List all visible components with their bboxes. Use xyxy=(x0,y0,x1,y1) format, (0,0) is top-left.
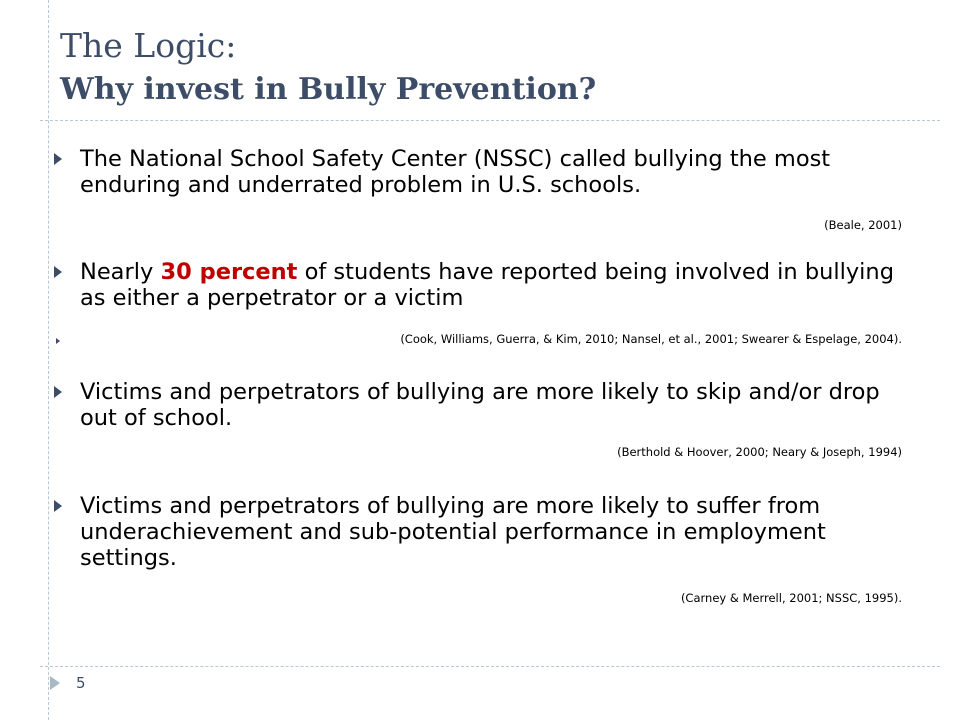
bullet-citation: (Berthold & Hoover, 2000; Neary & Joseph, 1994) xyxy=(617,445,902,459)
bullet-citation: (Carney & Merrell, 2001; NSSC, 1995). xyxy=(680,591,902,605)
bullet-arrow-icon xyxy=(54,500,62,512)
small-bullet-arrow-icon xyxy=(56,338,60,344)
bullet-arrow-icon xyxy=(54,266,62,278)
bullet-text-before: Nearly xyxy=(80,259,161,285)
slide-title-line2: Why invest in Bully Prevention? xyxy=(60,72,597,107)
footer-divider xyxy=(40,666,940,667)
footer-arrow-icon xyxy=(50,676,60,690)
bullet-text: Victims and perpetrators of bullying are more likely to skip and/or drop out of school. xyxy=(80,379,880,431)
bullet-text: The National School Safety Center (NSSC) called bullying the most enduring and underrated problem in U.S. schools. xyxy=(80,146,831,198)
bullet-arrow-icon xyxy=(54,386,62,398)
highlight-percent: 30 percent xyxy=(160,259,298,285)
title-divider xyxy=(40,120,940,121)
bullet-citation: (Cook, Williams, Guerra, & Kim, 2010; Nansel, et al., 2001; Swearer & Espelage, 2004). xyxy=(400,332,902,346)
vertical-guide-line xyxy=(48,0,49,720)
bullet-text xyxy=(80,259,910,311)
bullet-text-after: of students have reported being involved in bullying as either a perpetrator or a victim xyxy=(80,259,894,311)
page-number: 5 xyxy=(76,674,86,692)
bullet-citation: (Beale, 2001) xyxy=(824,218,902,232)
bullet-arrow-icon xyxy=(54,153,62,165)
bullet-text: Victims and perpetrators of bullying are more likely to suffer from underachievement and sub-potential performance in employment settings. xyxy=(80,493,826,571)
slide-title-line1: The Logic: xyxy=(60,26,237,65)
